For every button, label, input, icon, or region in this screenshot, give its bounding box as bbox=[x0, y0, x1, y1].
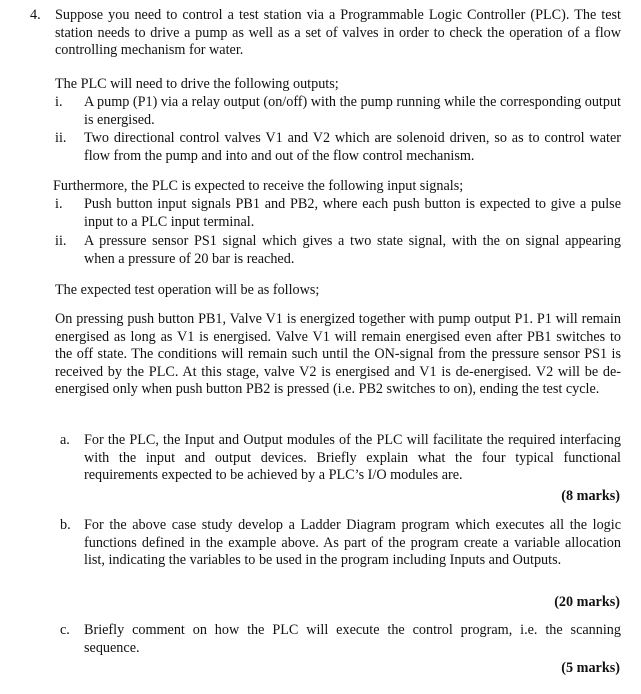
output-item-marker: ii. bbox=[55, 130, 67, 146]
part-c-marks: (5 marks) bbox=[561, 660, 620, 676]
operation-description: On pressing push button PB1, Valve V1 is energized together with pump output P1. P1 will remain energised as long as V1 is energised. Valve V1 will remain energised even after PB1 switches to the off state. The conditions will remain such until the ON-signal from the pressure sensor PS1 is received by the PLC. At this stage, valve V2 is energised and V1 is de-energised. V2 will be de-energised only when push button PB2 is pressed (i.e. PB2 switches to on), ending the test cycle. bbox=[55, 311, 621, 397]
question-intro: Suppose you need to control a test station via a Programmable Logic Controller (PLC). The test station needs to drive a pump as well as a set of valves in order to check the operation of a flow controlling mechanism for water. bbox=[55, 7, 621, 58]
input-item-text: A pressure sensor PS1 signal which gives a two state signal, with the on signal appearing when a pressure of 20 bar is reached. bbox=[84, 233, 621, 267]
input-item-text: Push button input signals PB1 and PB2, where each push button is expected to give a pulse input to a PLC input terminal. bbox=[84, 196, 621, 230]
inputs-heading: Furthermore, the PLC is expected to receive the following input signals; bbox=[53, 178, 464, 194]
outputs-heading: The PLC will need to drive the following outputs; bbox=[55, 76, 339, 92]
output-item-text: Two directional control valves V1 and V2 which are solenoid driven, so as to control water flow from the pump and into and out of the flow control mechanism. bbox=[84, 130, 621, 164]
part-a-text: For the PLC, the Input and Output modules of the PLC will facilitate the required interfacing with the input and output devices. Briefly explain what the four typical functional requirements expected to be achieved by a PLC’s I/O modules are. bbox=[84, 432, 621, 483]
part-a-marker: a. bbox=[60, 432, 70, 448]
part-a-marks: (8 marks) bbox=[561, 488, 620, 504]
part-b-marker: b. bbox=[60, 517, 71, 533]
question-number: 4. bbox=[30, 7, 41, 23]
output-item-marker: i. bbox=[55, 94, 63, 110]
output-item-text: A pump (P1) via a relay output (on/off) with the pump running while the corresponding output is energised. bbox=[84, 94, 621, 128]
part-c-text: Briefly comment on how the PLC will execute the control program, i.e. the scanning sequence. bbox=[84, 622, 621, 656]
part-b-text: For the above case study develop a Ladder Diagram program which executes all the logic functions defined in the example above. As part of the program create a variable allocation list, indicating the variables to be used in the program including Inputs and Outputs. bbox=[84, 517, 621, 568]
part-c-marker: c. bbox=[60, 622, 70, 638]
part-b-marks: (20 marks) bbox=[554, 594, 620, 610]
input-item-marker: ii. bbox=[55, 233, 67, 249]
operation-heading: The expected test operation will be as follows; bbox=[55, 282, 320, 298]
input-item-marker: i. bbox=[55, 196, 63, 212]
